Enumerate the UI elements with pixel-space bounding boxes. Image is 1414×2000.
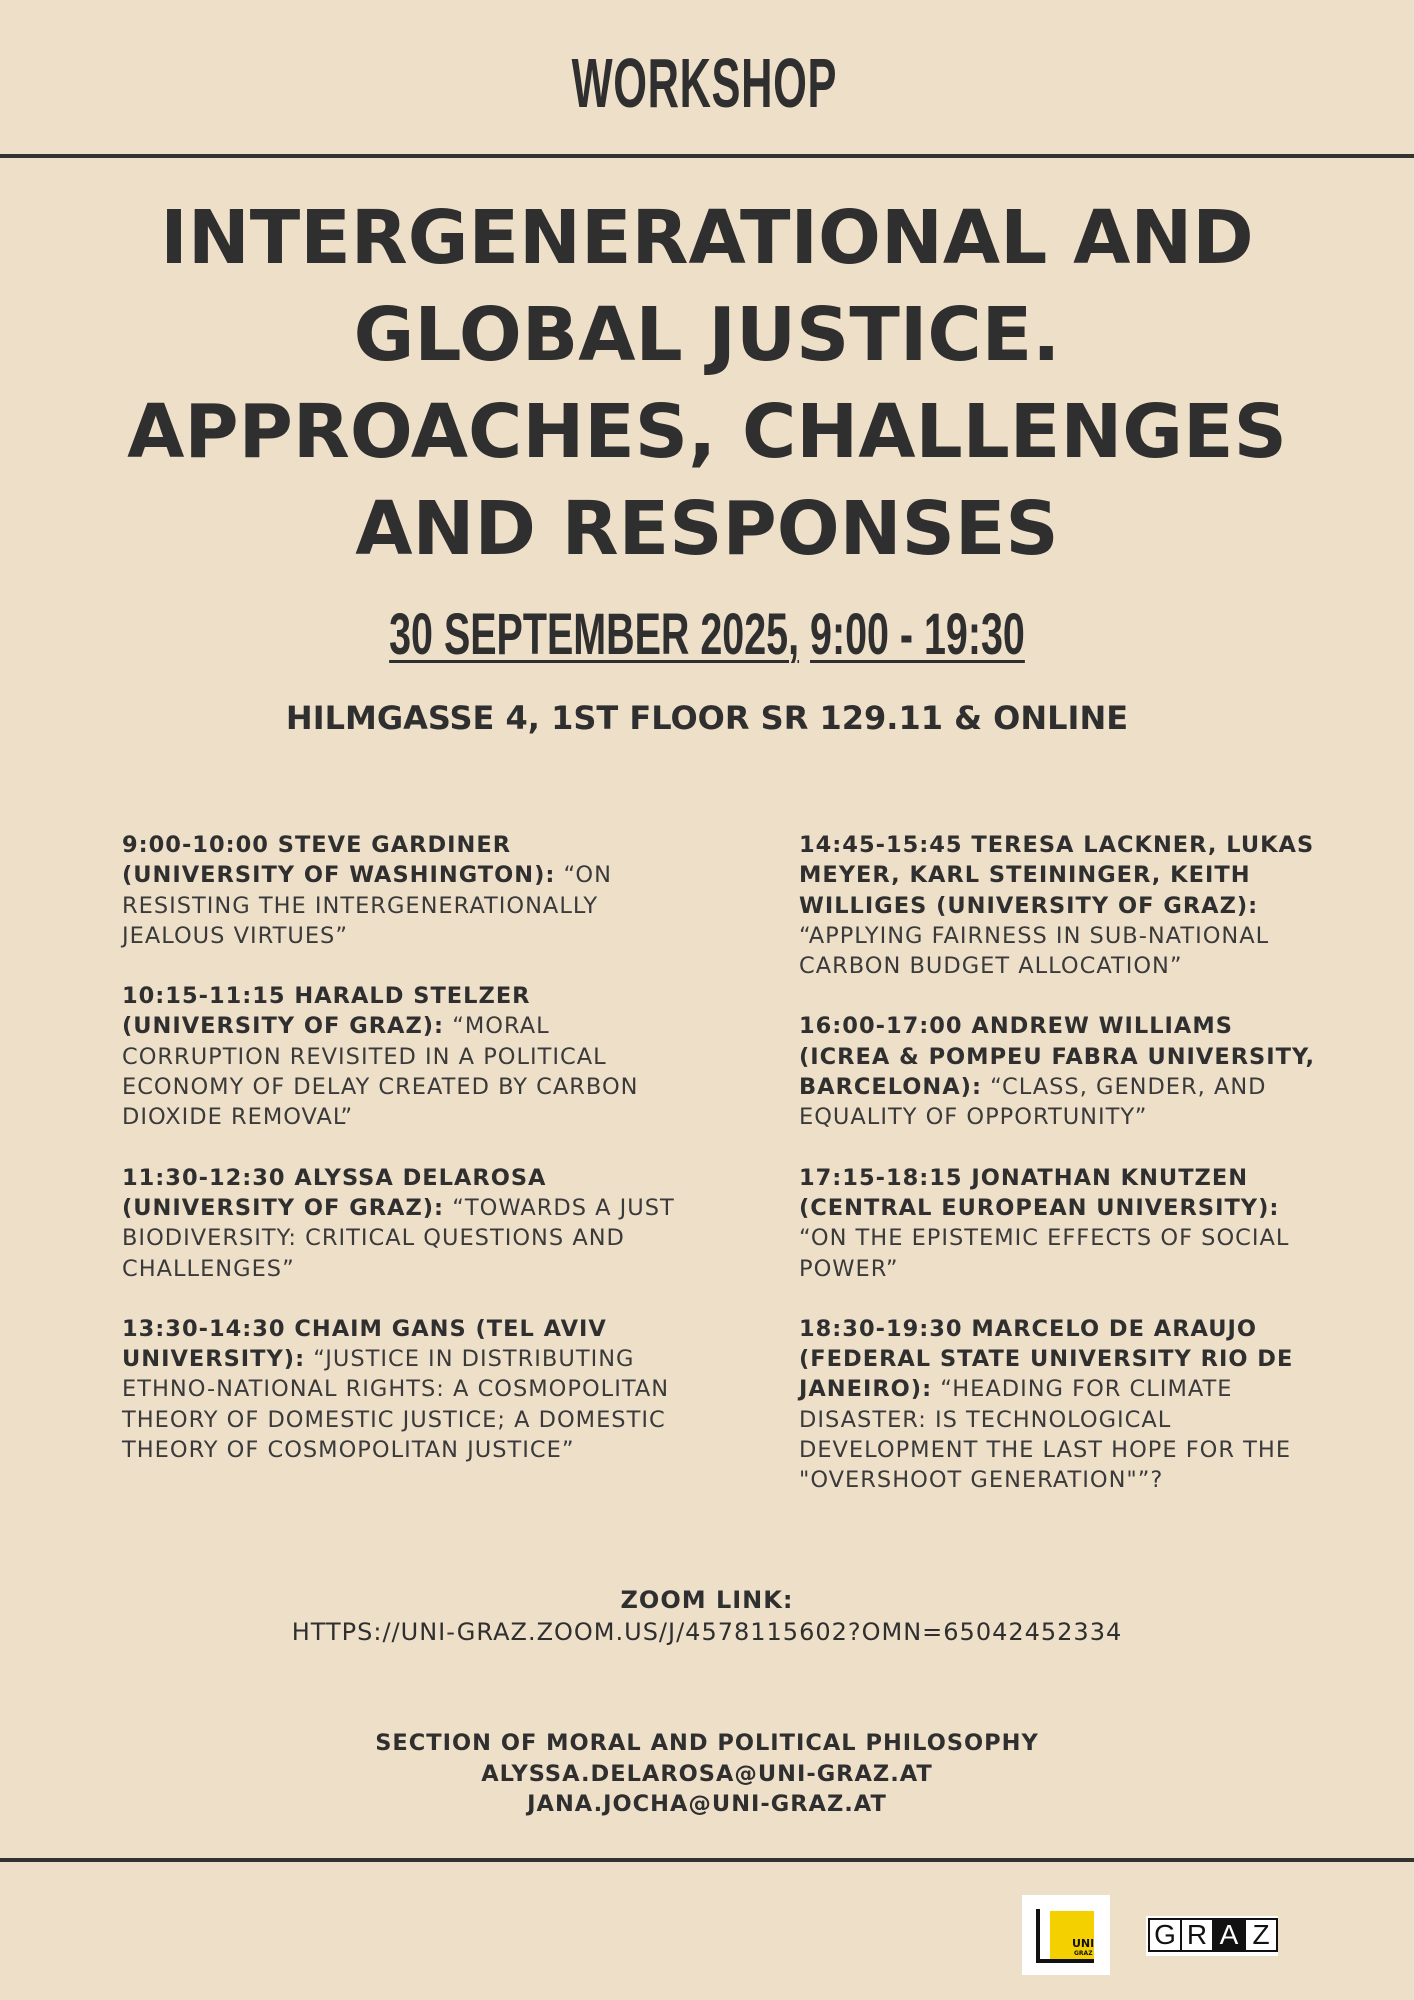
session-speaker: 14:45-15:45 TERESA LACKNER, LUKAS MEYER, KARL STEININGER, KEITH WILLIGES (UNIVERSITY OF GRAZ):: [799, 832, 1315, 919]
session-speaker: 10:15-11:15 HARALD STELZER (UNIVERSITY OF GRAZ):: [122, 983, 531, 1040]
title-line: APPROACHES, CHALLENGES: [127, 389, 1287, 475]
session-talk: “APPLYING FAIRNESS IN SUB-NATIONAL CARBON BUDGET ALLOCATION”: [799, 922, 1270, 980]
graz-city-logo: [1146, 1916, 1278, 1956]
workshop-kicker: WORKSHOP: [571, 44, 838, 122]
contact-email[interactable]: ALYSSA.DELAROSA@UNI-GRAZ.AT: [481, 1760, 933, 1787]
session-talk: “MORAL CORRUPTION REVISITED IN A POLITICAL ECONOMY OF DELAY CREATED BY CARBON DIOXIDE REMOVAL”: [122, 1013, 639, 1131]
title-line: INTERGENERATIONAL AND: [160, 195, 1254, 281]
title-line: AND RESPONSES: [355, 486, 1059, 572]
session-speaker: 9:00-10:00 STEVE GARDINER (UNIVERSITY OF WASHINGTON):: [122, 832, 556, 889]
graz-letter: R: [1180, 1918, 1214, 1952]
program-session: [122, 1163, 682, 1284]
program-session: [799, 1314, 1329, 1496]
session-speaker: 13:30-14:30 CHAIM GANS (TEL AVIV UNIVERSITY):: [122, 1315, 607, 1373]
zoom-info: [0, 1584, 1414, 1648]
session-talk: “ON RESISTING THE INTERGENERATIONALLY JEALOUS VIRTUES”: [122, 862, 612, 949]
session-talk: “ON THE EPISTEMIC EFFECTS OF SOCIAL POWER”: [799, 1225, 1290, 1282]
session-talk: “HEADING FOR CLIMATE DISASTER: IS TECHNOLOGICAL DEVELOPMENT THE LAST HOPE FOR THE "OVERSHOOT GENERATION"”?: [799, 1376, 1292, 1494]
event-time: 9:00 - 19:30: [810, 602, 1025, 667]
title-line: GLOBAL JUSTICE.: [353, 292, 1061, 378]
program-session: [122, 981, 682, 1132]
event-venue: HILMGASSE 4, 1ST FLOOR SR 129.11 & ONLINE: [285, 699, 1129, 737]
session-speaker: 11:30-12:30 ALYSSA DELAROSA (UNIVERSITY OF GRAZ):: [122, 1164, 547, 1221]
session-speaker: 18:30-19:30 MARCELO DE ARAUJO (FEDERAL STATE UNIVERSITY RIO DE JANEIRO):: [799, 1315, 1294, 1403]
zoom-label: ZOOM LINK:: [620, 1586, 794, 1614]
section-name: SECTION OF MORAL AND POLITICAL PHILOSOPHY: [375, 1730, 1039, 1756]
graz-letter: G: [1148, 1918, 1182, 1952]
logo-uni-text: UNI: [1072, 1937, 1095, 1950]
contact-info: [0, 1728, 1414, 1820]
session-talk: “JUSTICE IN DISTRIBUTING ETHNO-NATIONAL RIGHTS: A COSMOPOLITAN THEORY OF DOMESTIC JUSTICE; A DOMESTIC THEORY OF COSMOPOLITAN JUSTICE”: [122, 1346, 670, 1464]
session-speaker: 17:15-18:15 JONATHAN KNUTZEN (CENTRAL EUROPEAN UNIVERSITY):: [799, 1164, 1280, 1221]
program-session: [122, 1314, 682, 1465]
contact-email[interactable]: JANA.JOCHA@UNI-GRAZ.AT: [527, 1791, 887, 1817]
top-divider: [0, 154, 1414, 158]
program-right-column: [799, 830, 1329, 1526]
event-date: 30 SEPTEMBER 2025,: [389, 602, 800, 667]
bottom-divider: [0, 1858, 1414, 1862]
session-speaker: 16:00-17:00 ANDREW WILLIAMS (ICREA & POMPEU FABRA UNIVERSITY, BARCELONA):: [799, 1013, 1316, 1101]
program-session: [122, 830, 682, 951]
program-session: [799, 1163, 1329, 1284]
uni-graz-logo: [1022, 1895, 1110, 1975]
event-datetime: [226, 600, 1188, 670]
program-session: [799, 1011, 1329, 1132]
session-talk: “TOWARDS A JUST BIODIVERSITY: CRITICAL QUESTIONS AND CHALLENGES”: [122, 1194, 675, 1282]
zoom-link[interactable]: HTTPS://UNI-GRAZ.ZOOM.US/J/4578115602?OMN=65042452334: [291, 1618, 1123, 1646]
program-session: [799, 830, 1329, 981]
session-talk: “CLASS, GENDER, AND EQUALITY OF OPPORTUNITY”: [799, 1074, 1267, 1131]
graz-letter: Z: [1244, 1918, 1278, 1952]
program-left-column: [122, 830, 682, 1495]
logo-graz-text: GRAZ: [1074, 1950, 1093, 1957]
graz-letter: A: [1212, 1918, 1246, 1952]
workshop-title: [60, 190, 1354, 578]
